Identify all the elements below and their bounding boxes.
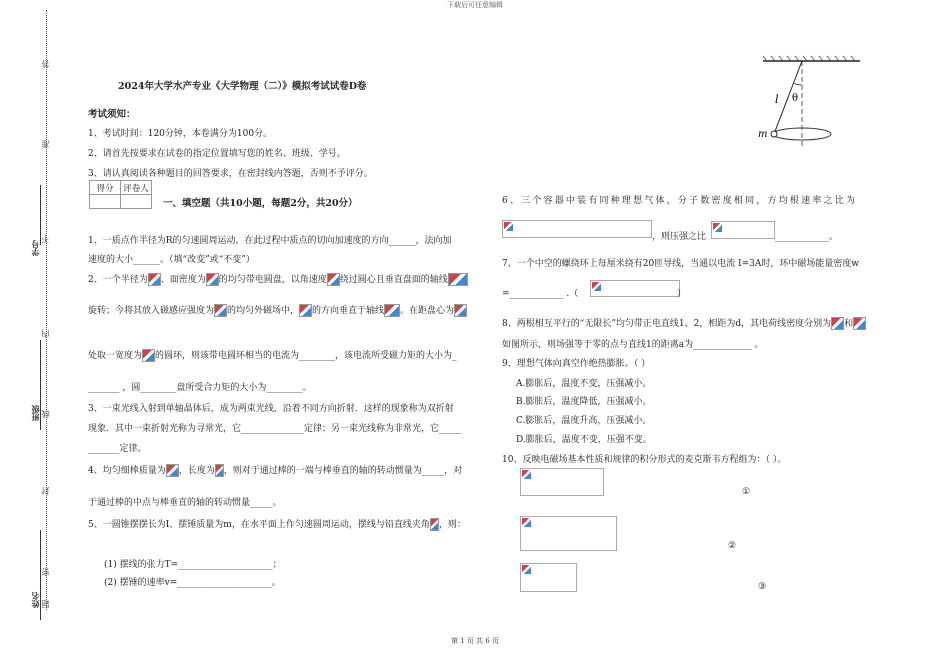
q4-text-2: ，长度为: [178, 466, 215, 476]
equation-label-2: ②: [728, 541, 737, 551]
margin-da: 答: [41, 60, 50, 68]
q1-line-1: 1、一质点作半径为R的匀速圆周运动，在此过程中质点的切向加速度的方向______，法向加: [88, 236, 452, 246]
equation-box-3: [520, 563, 577, 592]
q4-text-3: ，则对于通过棒的一端与棒垂直的轴的转动惯量为_____，对: [223, 466, 463, 476]
q3-line-3: _______定律。: [88, 444, 147, 454]
score-label: 得分: [90, 181, 121, 195]
score-table: [89, 180, 152, 209]
q2-text-2: 、面密度为: [160, 275, 206, 285]
q7-text-3: ）: [677, 289, 687, 299]
formula-image-icon: [299, 304, 312, 317]
section-1-heading: 一、填空题（共10小题，每题2分，共20分）: [163, 198, 358, 209]
formula-image-icon: [384, 304, 400, 317]
conical-pendulum-figure: [755, 55, 870, 155]
formula-image-icon: [148, 273, 161, 286]
margin-student-id: 学号: [30, 240, 40, 256]
margin-bu: 不: [41, 235, 50, 243]
q4-line-1: [88, 463, 462, 477]
formula-box: [711, 221, 775, 239]
formula-image-icon: [592, 282, 601, 291]
margin-mi: 密: [41, 568, 50, 576]
q7-line-1: 7、一个中空的螺绕环上每厘米绕有20匝导线，当通以电流 I=3A时，环中磁场能量密度w: [502, 259, 860, 269]
formula-image-icon: [522, 565, 531, 574]
q9-option-c: C.膨胀后，温度升高，压强减小。: [516, 416, 652, 426]
q2-text-3: 的均匀带电圆盘，以角速度: [218, 275, 327, 285]
q2-text-4: 绕过圆心且垂直盘面的轴线: [339, 275, 448, 285]
q7-text-2: =____________ .（: [502, 289, 579, 299]
formula-image-icon: [206, 273, 219, 286]
formula-image-icon: [522, 518, 531, 527]
q3-line-1: 3、一束光线入射到单轴晶体后，成为两束光线，沿着不同方向折射．这样的现象称为双折射: [88, 404, 454, 414]
q5-line-1: [88, 517, 466, 531]
formula-image-icon: [430, 518, 439, 531]
exam-title: 2024年大学水产专业《大学物理（二）》模拟考试试卷D卷: [118, 81, 367, 92]
q5-text-1: 5、一圆锥摆摆长为I、摆锤质量为m，在水平面上作匀速圆周运动，摆线与铅直线夹角: [88, 520, 430, 530]
margin-class: 班级: [30, 405, 40, 421]
q2-text-5: 旋转；今将其放入磁感应强度为: [88, 306, 215, 316]
q8-text-1: 8、两根相互平行的“无限长”均匀带正电直线1、2，相距为d，其电荷线密度分别为: [502, 319, 832, 329]
label-l: l: [775, 93, 779, 106]
formula-image-icon: [215, 464, 224, 477]
formula-image-icon: [454, 304, 467, 317]
q6-line-1: 6、三个容器中装有同种理想气体，分子数密度相同，方均根速率之比为: [502, 196, 858, 206]
formula-image-icon: [713, 223, 722, 232]
formula-image-icon: [214, 304, 227, 317]
q4-line-2: 于通过棒的中点与棒垂直的轴的转动惯量_____。: [88, 498, 282, 508]
q9-line: 9、理想气体向真空作绝热膨胀。（ ）: [502, 359, 651, 369]
formula-box: [502, 220, 652, 238]
q2-text-7: 的方向垂直于轴线: [312, 306, 385, 316]
q3-line-2: 现象．其中一束折射光称为寻常光，它______________定律；另一束光线称为非常光，它_____: [88, 424, 462, 434]
formula-image-icon: [166, 464, 179, 477]
q2-text-6: 的均匀外磁场中，: [227, 306, 300, 316]
margin-feng: 封: [41, 487, 50, 495]
notice-title: 考试须知：: [88, 109, 136, 120]
score-cell[interactable]: [90, 195, 121, 209]
header-note: 下载后可任意编辑: [447, 1, 503, 9]
margin-xian: 线: [41, 410, 50, 418]
q2-line-2: [88, 303, 467, 317]
q8-text-2: 和: [844, 319, 854, 329]
formula-image-icon: [142, 349, 155, 362]
q5-sub-2: (2) 摆锤的速率v=_____________________。: [104, 578, 281, 588]
formula-image-icon: [831, 317, 844, 330]
q2-text-10: 的圆环，则该带电圆环相当的电流为________，该电流所受磁力矩的大小为_: [155, 351, 457, 361]
notice-line-2: 2、请首先按要求在试卷的指定位置填写您的姓名、班级、学号。: [88, 149, 346, 159]
page-number: 第 1 页 共 6 页: [450, 637, 500, 645]
formula-image-icon: [448, 273, 468, 286]
margin-nei: 内: [41, 330, 50, 338]
notice-line-1: 1、考试时间：120分钟，本卷满分为100分。: [88, 129, 273, 139]
q2-text-8: 。在距盘心为: [400, 306, 455, 316]
formula-image-icon: [504, 222, 513, 231]
equation-box-2: [520, 516, 617, 551]
binding-dotted-line: [46, 10, 47, 610]
margin-name: 姓名: [30, 592, 40, 608]
margin-ti: 题: [41, 600, 50, 608]
q8-line-2: 如图所示，则场强等于零的点与直线1的距离a为_____________ 。: [502, 340, 764, 350]
margin-zhun: 准: [41, 140, 50, 148]
formula-image-icon: [853, 317, 866, 330]
q9-option-a: A.膨胀后，温度不变，压强减小。: [516, 379, 652, 389]
q5-sub-1: (1) 摆线的张力T=_____________________；: [104, 560, 282, 570]
q2-line-4: _______ ，圆________盘所受合力矩的大小为________。: [88, 383, 312, 393]
grader-cell[interactable]: [121, 195, 152, 209]
q6-text-2: ，则压强之比: [652, 232, 707, 242]
q10-line: 10、反映电磁场基本性质和规律的积分形式的麦克斯韦方程组为：（ ）。: [502, 455, 787, 465]
q9-option-b: B.膨胀后，温度降低，压强减小。: [516, 397, 652, 407]
equation-label-1: ①: [742, 487, 751, 497]
label-m: m: [758, 129, 768, 140]
q2-text-1: 2、一个半径为: [88, 275, 148, 285]
q6-blank: ____________。: [775, 232, 839, 242]
formula-image-icon: [327, 273, 340, 286]
equation-box-1: [520, 468, 604, 496]
q9-option-d: D.膨胀后，温度不变，压强不变。: [516, 435, 652, 445]
formula-box: [590, 280, 680, 297]
label-theta: θ: [792, 93, 799, 104]
formula-image-icon: [522, 470, 531, 479]
q5-text-2: ，则：: [438, 520, 466, 530]
q1-line-2: 速度的大小______。（填“改变”或“不变”）: [88, 255, 255, 265]
notice-line-3: 3、请认真阅读各种题目的回答要求，在密封线内答题，否则不予评分。: [88, 169, 373, 179]
q2-text-9: 处取一宽度为: [88, 351, 143, 361]
grader-label: 评卷人: [121, 181, 152, 195]
q8-line-1: [502, 316, 866, 330]
q2-line-1: [88, 272, 468, 286]
equation-label-3: ③: [758, 582, 767, 592]
q4-text-1: 4、均匀细棒质量为: [88, 466, 166, 476]
q2-line-3: [88, 348, 457, 362]
